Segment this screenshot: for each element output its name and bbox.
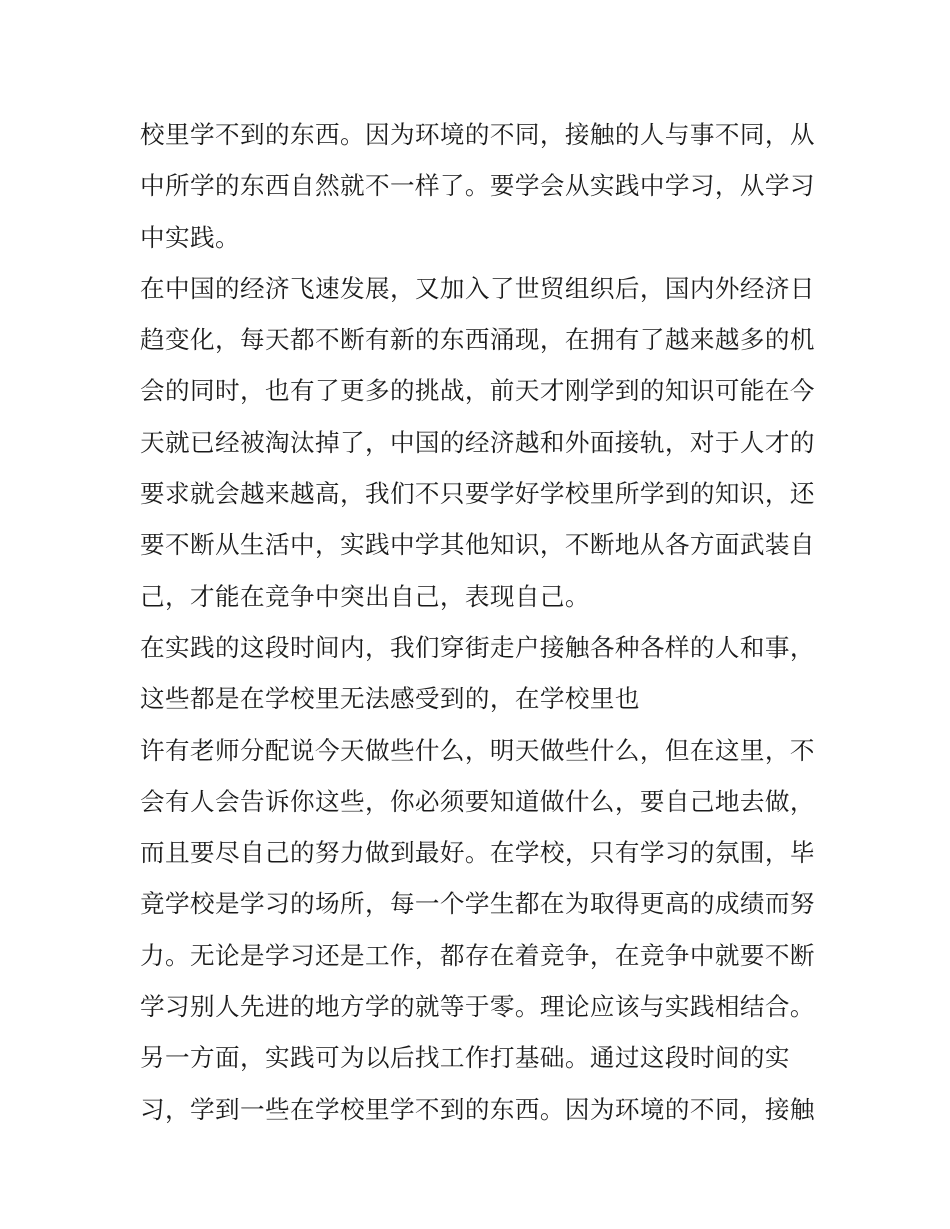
text-line: 学习别人先进的地方学的就等于零。理论应该与实践相结合。	[140, 992, 815, 1022]
text-line: 力。无论是学习还是工作，都存在着竞争，在竞争中就要不断	[140, 940, 815, 970]
body-text	[140, 109, 820, 1135]
text-line: 许有老师分配说今天做些什么，明天做些什么，但在这里，不	[140, 735, 815, 765]
text-line: 趋变化，每天都不断有新的东西涌现，在拥有了越来越多的机	[140, 325, 815, 355]
text-line: 要不断从生活中，实践中学其他知识，不断地从各方面武装自	[140, 530, 815, 560]
text-line: 己，才能在竞争中突出自己，表现自己。	[140, 581, 590, 611]
text-line: 中实践。	[140, 222, 240, 252]
text-line: 会的同时，也有了更多的挑战，前天才刚学到的知识可能在今	[140, 376, 815, 406]
text-line: 校里学不到的东西。因为环境的不同，接触的人与事不同，从	[140, 120, 815, 149]
text-line: 习，学到一些在学校里学不到的东西。因为环境的不同，接触	[140, 1094, 815, 1124]
text-line: 竟学校是学习的场所，每一个学生都在为取得更高的成绩而努	[140, 889, 815, 919]
text-line: 在中国的经济飞速发展，又加入了世贸组织后，国内外经济日	[140, 273, 815, 303]
text-line: 这些都是在学校里无法感受到的，在学校里也	[140, 684, 640, 714]
text-line: 另一方面，实践可为以后找工作打基础。通过这段时间的实	[140, 1043, 790, 1073]
text-line: 中所学的东西自然就不一样了。要学会从实践中学习，从学习	[140, 171, 815, 201]
text-line: 在实践的这段时间内，我们穿街走户接触各种各样的人和事，	[140, 632, 815, 662]
text-line: 而且要尽自己的努力做到最好。在学校，只有学习的氛围，毕	[140, 838, 815, 868]
text-line: 要求就会越来越高，我们不只要学好学校里所学到的知识，还	[140, 479, 815, 509]
text-line: 会有人会告诉你这些，你必须要知道做什么，要自己地去做，	[140, 786, 815, 816]
text-line: 天就已经被淘汰掉了，中国的经济越和外面接轨，对于人才的	[140, 427, 815, 457]
